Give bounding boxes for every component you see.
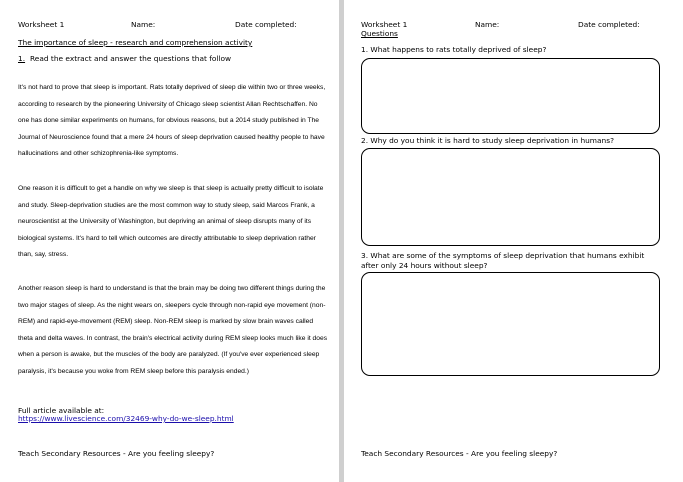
instruction-text: Read the extract and answer the questions that follow (30, 54, 232, 63)
instruction-number: 1. (18, 54, 26, 63)
worksheet-label: Worksheet 1 (18, 20, 65, 29)
footer-text: Teach Secondary Resources - Are you feeling sleepy? (18, 449, 215, 458)
answer-box-2[interactable] (361, 148, 660, 246)
extract-paragraph-2: One reason it is difficult to get a handle on why we sleep is that sleep is actually pretty difficult to isolate and study. Sleep-deprivation studies are the most common way to study sleep, said Marcos Frank, a neuroscientist at the University of Washington, but depriving an animal of sleep disrupts many of its biological systems. It's hard to tell which outcomes are directly attributable to sleep deprivation rather than, say, stress. (18, 185, 324, 259)
question-1: 1. What happens to rats totally deprived of sleep? (361, 45, 547, 54)
activity-title: The importance of sleep - research and comprehension activity (18, 38, 253, 47)
worksheet-label-right: Worksheet 1 (361, 20, 408, 29)
source-link[interactable]: https://www.livescience.com/32469-why-do-we-sleep.html (18, 414, 234, 423)
question-3: 3. What are some of the symptoms of sleep deprivation that humans exhibit after only 24 hours without sleep? (361, 251, 645, 270)
question-2: 2. Why do you think it is hard to study sleep deprivation in humans? (361, 136, 614, 145)
date-completed-label: Date completed: (235, 20, 297, 29)
name-label: Name: (131, 20, 156, 29)
date-completed-label-right: Date completed: (578, 20, 640, 29)
extract-paragraph-1: It's not hard to prove that sleep is important. Rats totally deprived of sleep die within two or three weeks, according to research by the pioneering University of Chicago sleep scientist Allan Rechtschaffen. No one has done similar experiments on humans, for obvious reasons, but a 2014 study published in The Journal of Neuroscience found that a mere 24 hours of sleep deprivation caused healthy people to have hallucinations and other schizophrenia-like symptoms. (18, 84, 326, 158)
questions-subtitle: Questions (361, 29, 398, 38)
source-label: Full article available at: (18, 406, 105, 415)
extract-paragraph-3: Another reason sleep is hard to understand is that the brain may be doing two different things during the two major stages of sleep. As the night wears on, sleepers cycle through non-rapid eye movement (non-REM) and rapid-eye-movement (REM) sleep. Non-REM sleep is marked by slow brain waves called theta and delta waves. In contrast, the brain's electrical activity during REM sleep looks much like it does when a person is awake, but the muscles of the body are paralyzed. (If you've ever experienced sleep paralysis, it's because you woke from REM sleep before this paralysis ended.) (18, 285, 328, 375)
answer-box-3[interactable] (361, 272, 660, 376)
reading-page (0, 0, 339, 482)
answer-box-1[interactable] (361, 58, 660, 134)
footer-text-right: Teach Secondary Resources - Are you feeling sleepy? (361, 449, 558, 458)
name-label-right: Name: (475, 20, 500, 29)
